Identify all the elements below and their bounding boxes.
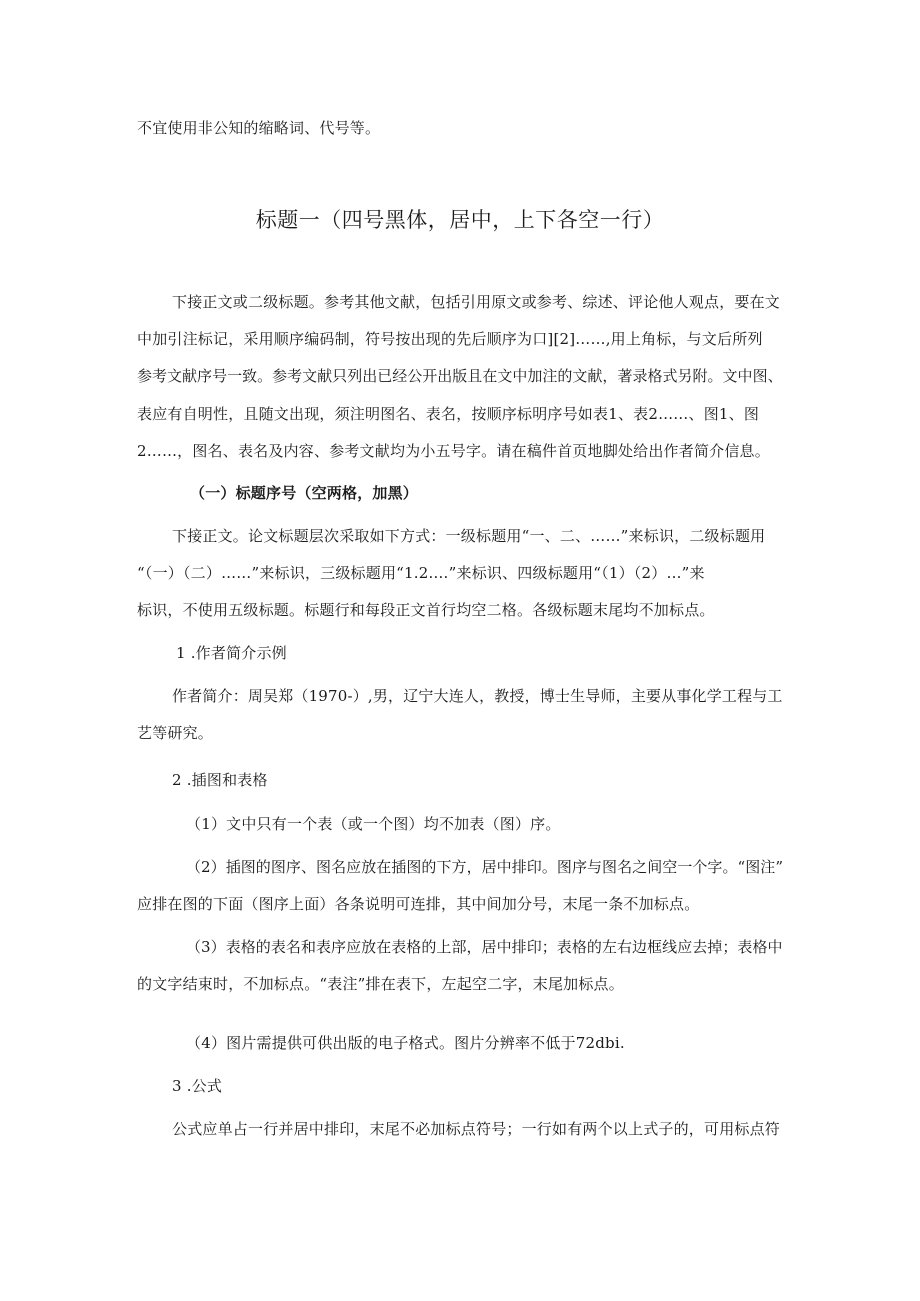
item-2-2-line-2: 应排在图的下面（图序上面）各条说明可连排，其中间加分号，末尾一条不加标点。 xyxy=(137,895,700,913)
paragraph-2-line-2: “（一）（二）……”来标识，三级标题用“1.2.…”来标识、四级标题用“（1）（2）…”来 xyxy=(137,564,705,582)
paragraph-3-line-2: 艺等研究。 xyxy=(137,724,214,742)
paragraph-1-line-5: 2……，图名、表名及内容、参考文献均为小五号字。请在稿件首页地脚处给出作者简介信息。 xyxy=(137,442,770,460)
item-3-title: 3 .公式 xyxy=(172,1077,223,1095)
item-2-3-line-2: 的文字结束时，不加标点。“表注”排在表下，左起空二字，末尾加标点。 xyxy=(137,975,624,993)
item-2-2-line-1: （2）插图的图序、图名应放在插图的下方，居中排印。图序与图名之间空一个字。“图注” xyxy=(186,858,784,876)
item-2-1: （1）文中只有一个表（或一个图）均不加表（图）序。 xyxy=(186,815,561,833)
paragraph-1-line-4: 表应有自明性，且随文出现，须注明图名、表名，按顺序标明序号如表1、表2……、图1、图 xyxy=(137,405,760,423)
paragraph-2-line-1: 下接正文。论文标题层次采取如下方式：一级标题用“一、二、……”来标识，二级标题用 xyxy=(172,527,766,545)
paragraph-1-line-1: 下接正文或二级标题。参考其他文献，包括引用原文或参考、综述、评论他人观点，要在文 xyxy=(172,293,781,311)
paragraph-1-line-2: 中加引注标记，采用顺序编码制，符号按出现的先后顺序为口][2]……,用上角标，与文后所列 xyxy=(137,330,763,348)
subheading-1: （一）标题序号（空两格，加黑） xyxy=(190,484,419,502)
item-2-title: 2 .插图和表格 xyxy=(172,771,268,789)
intro-line: 不宜使用非公知的缩略词、代号等。 xyxy=(137,119,381,137)
item-1-title: 1 .作者简介示例 xyxy=(176,644,287,662)
heading-level-1: 标题一（四号黑体，居中，上下各空一行） xyxy=(255,208,665,232)
paragraph-1-line-3: 参考文献序号一致。参考文献只列出已经公开出版且在文中加注的文献，著录格式另附。文中图、 xyxy=(137,367,783,385)
paragraph-2-line-3: 标识，不使用五级标题。标题行和每段正文首行均空二格。各级标题末尾均不加标点。 xyxy=(137,601,715,619)
item-2-3-line-1: （3）表格的表名和表序应放在表格的上部，居中排印；表格的左右边框线应去掉；表格中 xyxy=(186,938,783,956)
paragraph-3-line-1: 作者简介：周吴郑（1970-）,男，辽宁大连人，教授，博士生导师，主要从事化学工程与工 xyxy=(172,687,783,705)
item-2-4: （4）图片需提供可供出版的电子格式。图片分辨率不低于72dbi. xyxy=(186,1034,625,1052)
paragraph-4-line-1: 公式应单占一行并居中排印，末尾不必加标点符号；一行如有两个以上式子的，可用标点符 xyxy=(172,1120,781,1138)
